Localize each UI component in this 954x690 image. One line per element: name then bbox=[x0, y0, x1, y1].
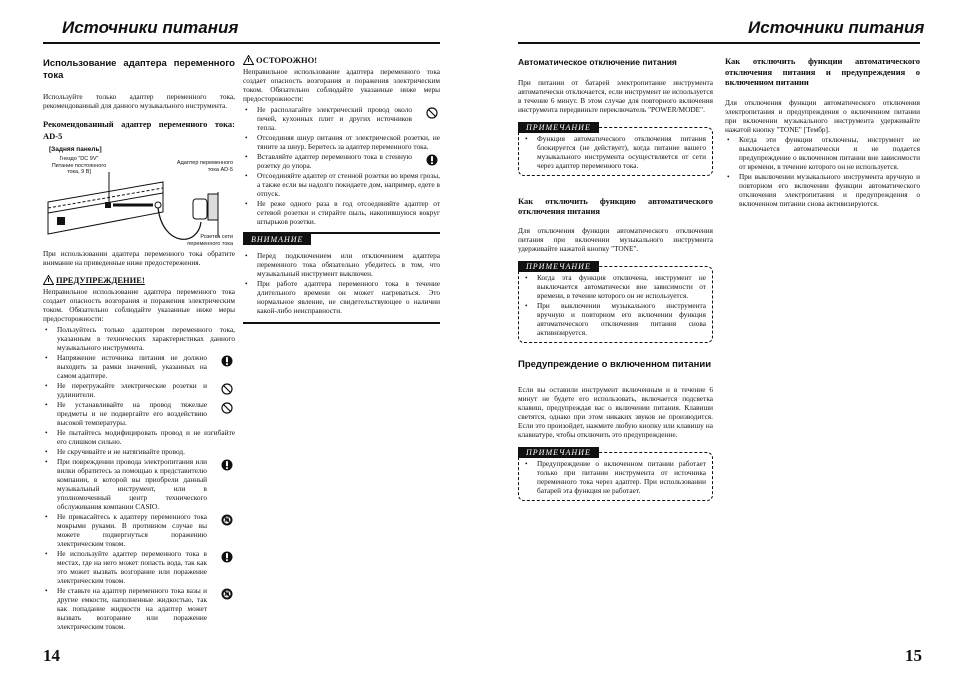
precaution-item bbox=[43, 586, 235, 631]
warning-triangle-icon bbox=[43, 275, 54, 285]
left-page-header: Источники питания bbox=[62, 18, 239, 37]
precaution-item bbox=[43, 400, 235, 427]
attention-item: • Перед подключением или отключением адаптера переменного тока обязательно убедитесь в том, что музыкальный инструмент выключен. bbox=[243, 251, 440, 278]
attention-list bbox=[243, 251, 440, 315]
adapter-diagram bbox=[43, 154, 235, 249]
precaution-item bbox=[243, 152, 440, 170]
precaution-text: Не прикасайтесь к адаптеру переменного тока мокрыми руками. В противном случае вы можете подвергнуться поражению электрическим током. bbox=[57, 512, 207, 548]
precaution-item bbox=[43, 457, 235, 511]
note-label: ПРИМЕЧАНИЕ bbox=[518, 122, 599, 133]
auto-off-title: Автоматическое отключение питания bbox=[518, 57, 677, 67]
warning-heading bbox=[43, 275, 235, 285]
note-label: ПРИМЕЧАНИЕ bbox=[518, 447, 599, 458]
page-number-left: 14 bbox=[43, 646, 60, 665]
prohibited-icon bbox=[426, 107, 438, 119]
precaution-item bbox=[243, 133, 440, 151]
precaution-text: Не пытайтесь модифицировать провод и не изгибайте его слишком сильно. bbox=[57, 428, 235, 446]
disable-both-title: Как отключить функции автоматического отключения питания и предупреждения о включенном питании bbox=[725, 56, 920, 87]
precaution-item bbox=[43, 325, 235, 352]
note-label: ПРИМЕЧАНИЕ bbox=[518, 261, 599, 272]
precaution-item bbox=[243, 199, 440, 226]
precaution-text: Не скручивайте и не натягивайте провод. bbox=[57, 447, 185, 456]
caution-heading bbox=[243, 55, 440, 65]
warning-triangle-icon bbox=[243, 55, 254, 65]
right-header-rule bbox=[518, 42, 920, 44]
power-on-warning-title: Предупреждение о включенном питании bbox=[518, 359, 712, 370]
precaution-item bbox=[43, 447, 235, 456]
attention-item: • При работе адаптера переменного тока в течение длительного времени он может нагреваться. Это нормальное явление, не свидетельствующее о наличии какой-либо неисправности. bbox=[243, 279, 440, 315]
note-item: • Когда эта функция отключена, инструмент не выключается автоматически вне зависимости от времени, в течение которого он не используется. bbox=[523, 273, 706, 300]
precaution-text: Не перегружайте электрические розетки и удлинители. bbox=[57, 381, 207, 399]
adapter-label: Адаптер переменного тока AD-5 bbox=[176, 160, 233, 173]
auto-off-note bbox=[518, 127, 713, 176]
precaution-text: Отсоединяя шнур питания от электрической розетки, не тяните за шнур. Беритесь за адаптер переменного тока. bbox=[257, 133, 440, 151]
precaution-text: Не реже одного раза в год отсоединяйте адаптер от сетевой розетки и стирайте пыль, накопившуюся вокруг штырьков розетки. bbox=[257, 199, 440, 226]
left-column-1 bbox=[43, 58, 235, 632]
warning-title: ПРЕДУПРЕЖДЕНИЕ! bbox=[56, 274, 145, 285]
note-item: • Предупреждение о включенном питании работает только при питании инструмента от источника переменного тока через адаптер. При использовании батарей эта функция не работает. bbox=[523, 459, 706, 495]
precaution-item bbox=[243, 105, 440, 132]
left-column-2 bbox=[243, 55, 440, 324]
disable-auto-off-title: Как отключить функцию автоматического отключения питания bbox=[518, 196, 713, 216]
power-on-warning-note bbox=[518, 452, 713, 501]
exclamation-icon bbox=[426, 154, 438, 166]
precaution-item bbox=[43, 549, 235, 585]
precaution-item bbox=[43, 381, 235, 399]
power-on-warning-text: Если вы оставили инструмент включенным и в течение 6 минут не будете его использовать, включается подсветка клавиш, предупреждая вас о включении питания. Клавиши светятся, однако при этом никаких звуков не производится. Если это произойдет, нажмите любую кнопку или клавишу на клавиатуре, чтобы отключить это предупреждение. bbox=[518, 385, 713, 439]
left-header-rule bbox=[43, 42, 440, 44]
no-wet-hands-icon bbox=[221, 514, 233, 526]
right-page-header: Источники питания bbox=[748, 18, 925, 37]
disable-auto-off-note bbox=[518, 266, 713, 343]
keyboard-adapter-illustration bbox=[43, 172, 235, 252]
disable-both-item: • При выключении музыкального инструмента вручную и повторном его включении функции автоматического отключения электропитания и предупреждения о включенном питании снова активизируются. bbox=[725, 172, 920, 208]
precaution-item bbox=[43, 428, 235, 446]
note-item: • При выключении музыкального инструмента вручную и повторном его включении функция автоматического отключения питания снова активизируется. bbox=[523, 301, 706, 337]
prohibited-icon bbox=[221, 383, 233, 395]
precaution-item bbox=[43, 353, 235, 380]
precaution-item bbox=[43, 512, 235, 548]
precaution-text: Отсоединяйте адаптер от стенной розетки во время грозы, а также если вы надолго покидаете дом, например, едете в отпуск. bbox=[257, 171, 440, 198]
precaution-text: Не устанавливайте на провод тяжелые предметы и не подвергайте его воздействию высокой температуры. bbox=[57, 400, 207, 427]
precaution-text: При повреждении провода электропитания или вилки обратитесь за помощью к представителю компании, в которой вы приобрели данный музыкальный инструмент, или в уполномоченный центр технического обслуживания компании CASIO. bbox=[57, 457, 207, 511]
adapter-after-diagram: При использовании адаптера переменного тока обратите внимание на приведенные ниже предостережения. bbox=[43, 249, 235, 267]
precaution-text: Не располагайте электрический провод около печей, кухонных плит и других источников тепла. bbox=[257, 105, 412, 132]
prohibited-icon bbox=[221, 402, 233, 414]
precaution-text: Не ставьте на адаптер переменного тока вазы и другие емкости, наполненные жидкостью, так как попадание жидкости на адаптер может вызвать возгорание или поражение электрическим током. bbox=[57, 586, 207, 631]
dc-jack-label: Гнездо "DC 9V" Питание постоянного тока, 9 В] bbox=[51, 156, 107, 175]
warning-list bbox=[43, 325, 235, 631]
exclamation-icon bbox=[221, 551, 233, 563]
outlet-label: Розетка сети переменного тока bbox=[187, 234, 233, 247]
precaution-text: Пользуйтесь только адаптером переменного тока, указанным в технических характеристиках данного музыкального инструмента. bbox=[57, 325, 235, 352]
precaution-text: Напряжение источника питания не должно выходить за рамки значений, указанных на самом адаптере. bbox=[57, 353, 207, 380]
note-item: • Функция автоматического отключения питания блокируется (не действует), когда питание вашего музыкального инструмента осуществляется от сети через адаптер переменного тока. bbox=[523, 134, 706, 170]
disable-auto-off-text: Для отключения функции автоматического отключения питания при включении музыкального инструмента удерживайте нажатой кнопку "TONE". bbox=[518, 226, 713, 253]
rear-panel-label: [Задняя панель] bbox=[49, 146, 102, 153]
disable-both-item: • Когда эти функции отключены, инструмент не выключается автоматически и не подается предупреждение о включенном питании вне зависимости от времени, в течение которого он не используется. bbox=[725, 135, 920, 171]
recommended-adapter: Рекомендованный адаптер переменного тока: AD-5 bbox=[43, 119, 235, 141]
precaution-text: Вставляйте адаптер переменного тока в стенную розетку до упора. bbox=[257, 152, 412, 170]
right-column-2 bbox=[725, 56, 920, 209]
page-number-right: 15 bbox=[905, 646, 922, 665]
caution-list bbox=[243, 105, 440, 226]
precaution-text: Не используйте адаптер переменного тока в местах, где на него может попасть вода, так как это может вызвать возгорание или поражение электрическим током. bbox=[57, 549, 207, 585]
auto-off-text: При питании от батарей электропитание инструмента автоматически отключается, если инструмент не используется в течение 6 минут. В этом случае для повторного включения инструмента передвиньте переключатель "POWER/MODE". bbox=[518, 78, 713, 114]
no-wet-hands-icon bbox=[221, 588, 233, 600]
adapter-intro: Используйте только адаптер переменного тока, рекомендованный для данного музыкального инструмента. bbox=[43, 92, 235, 110]
exclamation-icon bbox=[221, 459, 233, 471]
attention-label: ВНИМАНИЕ bbox=[243, 234, 311, 245]
adapter-section-title: Использование адаптера переменного тока bbox=[43, 58, 235, 81]
caution-title: ОСТОРОЖНО! bbox=[256, 54, 318, 65]
precaution-item bbox=[243, 171, 440, 198]
right-column-1 bbox=[518, 56, 713, 501]
attention-box bbox=[243, 232, 440, 324]
warning-intro: Неправильное использование адаптера переменного тока создает опасность возгорания и поражения электрическим током. Обязательно соблюдайте указанные ниже меры предосторожности: bbox=[43, 287, 235, 323]
disable-both-text: Для отключения функции автоматического отключения электропитания и предупреждения о включенном питании при включении музыкального инструмента удерживайте нажатой кнопку "TONE" [Тембр]. bbox=[725, 97, 920, 134]
exclamation-icon bbox=[221, 355, 233, 367]
caution-intro: Неправильное использование адаптера переменного тока создает опасность возгорания и поражения электрическим током. Обязательно соблюдайте указанные ниже меры предосторожности: bbox=[243, 67, 440, 103]
